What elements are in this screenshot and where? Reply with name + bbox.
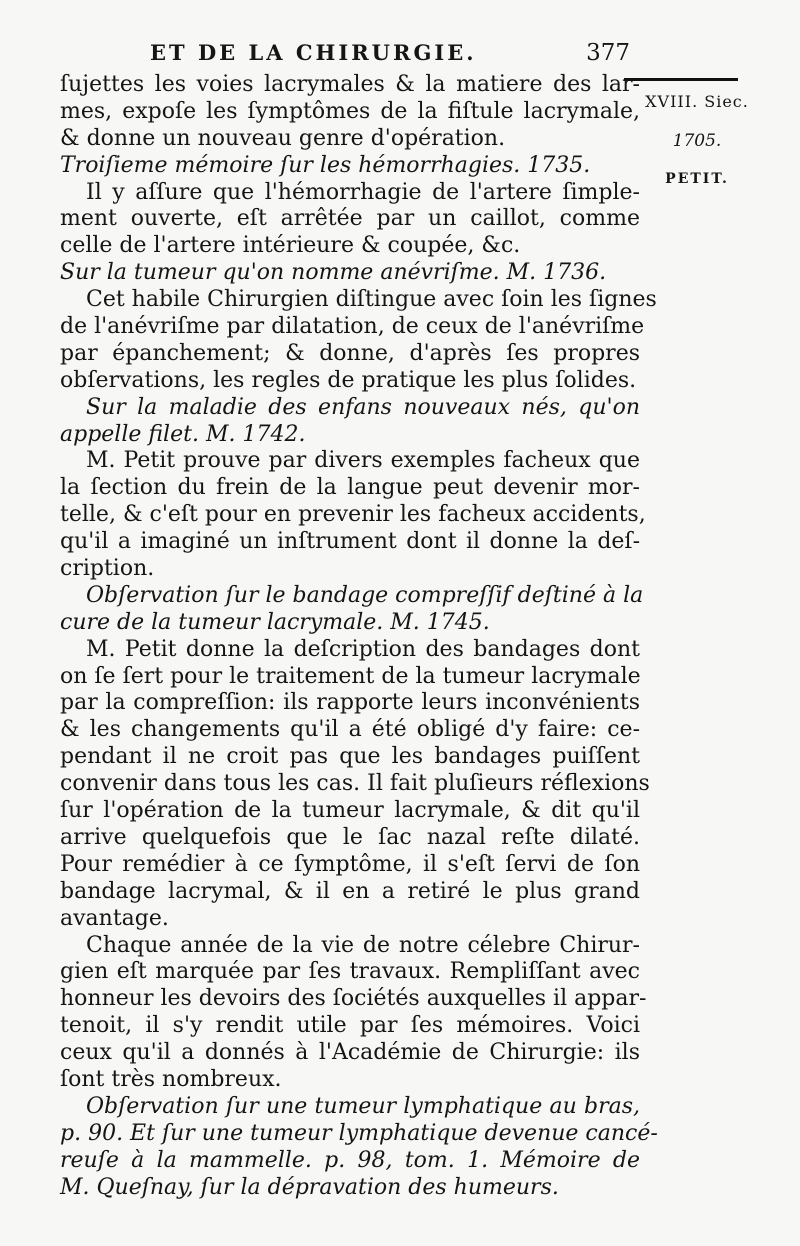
- running-header: [150, 40, 630, 70]
- text-line: Sur la tumeur qu'on nomme anévriſme. M. 1736.: [60, 260, 607, 286]
- text-line: de l'anévriſme par dilatation, de ceux de l'anévriſme: [60, 314, 645, 340]
- text-line: ceux qu'il a donnés à l'Académie de Chirurgie: ils: [60, 1040, 640, 1066]
- running-title: ET DE LA CHIRURGIE.: [150, 40, 477, 65]
- margin-author: PETIT.: [665, 171, 729, 187]
- text-line: gien eſt marquée par ſes travaux. Rempliſſant avec: [60, 959, 640, 985]
- text-line: M. Petit donne la deſcription des bandages dont: [86, 636, 640, 662]
- text-line: mes, expoſe les ſymptômes de la fiſtule lacrymale,: [60, 98, 640, 124]
- text-line: ſur l'opération de la tumeur lacrymale, & dit qu'il: [60, 798, 640, 824]
- text-line: obſervations, les regles de pratique les plus ſolides.: [60, 367, 637, 393]
- margin-century: XVIII. Siec.: [645, 92, 749, 111]
- text-line: on ſe ſert pour le traitement de la tumeur lacrymale: [60, 663, 641, 689]
- text-line: & donne un nouveau genre d'opération.: [60, 125, 506, 151]
- text-line: Il y aſſure que l'hémorrhagie de l'artere ſimple-: [86, 179, 640, 205]
- text-line: Troiſieme mémoire ſur les hémorrhagies. 1735.: [60, 152, 591, 178]
- text-line: honneur les devoirs des ſociétés auxquelles il appar-: [60, 986, 647, 1012]
- text-line: par épanchement; & donne, d'après ſes propres: [60, 340, 640, 366]
- text-line: & les changements qu'il a été obligé d'y faire: ce-: [60, 717, 640, 743]
- page-number: 377: [586, 40, 630, 66]
- margin-rule: [624, 78, 738, 81]
- text-line: telle, & c'eſt pour en prevenir les facheux accidents,: [60, 502, 646, 528]
- text-line: cure de la tumeur lacrymale. M. 1745.: [60, 609, 490, 635]
- text-line: tenoit, il s'y rendit utile par ſes mémoires. Voici: [60, 1013, 640, 1039]
- text-line: arrive quelquefois que le ſac nazal reſte dilaté.: [60, 824, 640, 850]
- text-line: la ſection du frein de la langue peut devenir mor-: [60, 475, 640, 501]
- margin-year: 1705.: [672, 131, 722, 151]
- text-line: convenir dans tous les cas. Il fait pluſieurs réflexions: [60, 771, 650, 797]
- text-line: par la compreſſion: ils rapporte leurs inconvénients: [60, 690, 640, 716]
- text-line: appelle filet. M. 1742.: [60, 421, 306, 447]
- text-line: qu'il a imaginé un inſtrument dont il donne la deſ-: [60, 529, 640, 555]
- text-line: M. Petit prouve par divers exemples facheux que: [86, 448, 640, 474]
- text-line: bandage lacrymal, & il en a retiré le plus grand: [60, 878, 640, 904]
- text-line: ment ouverte, eſt arrêtée par un caillot, comme: [60, 206, 640, 232]
- text-line: ſujettes les voies lacrymales & la matiere des lar-: [60, 72, 640, 97]
- text-line: p. 90. Et ſur une tumeur lymphatique devenue cancé-: [60, 1120, 658, 1146]
- text-line: cription.: [60, 556, 155, 582]
- text-line: Obſervation ſur le bandage compreſſif deſtiné à la: [86, 582, 644, 608]
- text-line: Obſervation ſur une tumeur lymphatique au bras,: [86, 1093, 640, 1119]
- text-line: Pour remédier à ce ſymptôme, il s'eſt ſervi de ſon: [60, 851, 640, 877]
- text-line: Cet habile Chirurgien diſtingue avec ſoin les ſignes: [86, 287, 657, 313]
- text-line: Chaque année de la vie de notre célebre Chirur-: [86, 932, 640, 958]
- text-line: reuſe à la mammelle. p. 98, tom. 1. Mémoire de: [60, 1147, 640, 1173]
- body-text: [60, 72, 658, 1201]
- text-line: ſont très nombreux.: [60, 1066, 282, 1092]
- text-line: M. Queſnay, ſur la dépravation des humeurs.: [60, 1174, 559, 1200]
- text-line: pendant il ne croit pas que les bandages puiſſent: [60, 744, 640, 770]
- text-line: celle de l'artere intérieure & coupée, &c.: [60, 233, 521, 259]
- text-line: Sur la maladie des enfans nouveaux nés, qu'on: [86, 394, 640, 420]
- text-line: avantage.: [60, 905, 169, 931]
